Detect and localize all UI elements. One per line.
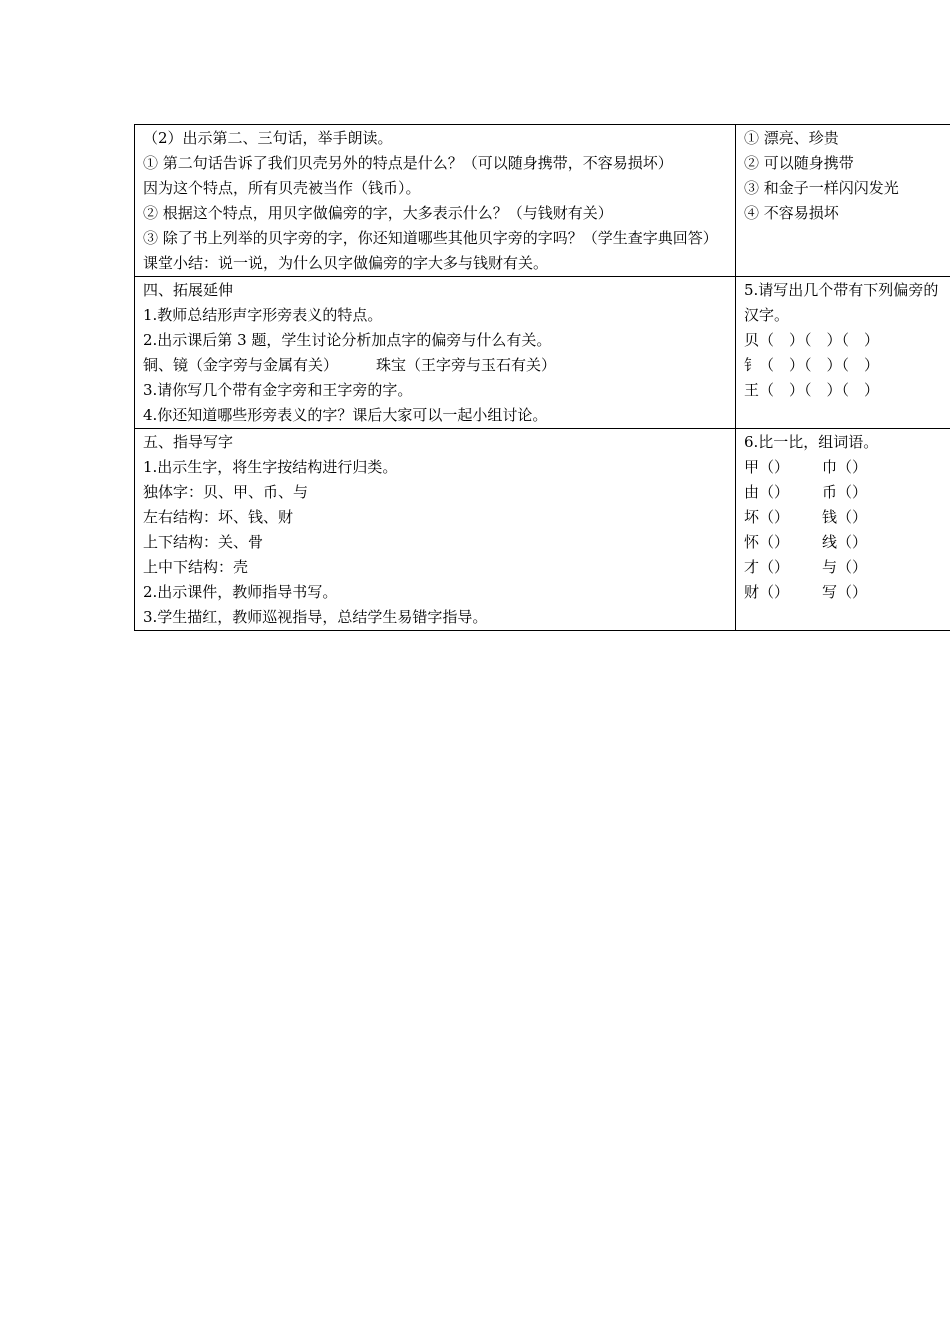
- exercise-line: 贝（ ）（ ）（ ）: [744, 331, 880, 349]
- word-pair: [744, 555, 950, 580]
- text-line: 上中下结构：壳: [143, 558, 249, 576]
- answer-line: ④ 不容易损坏: [744, 204, 839, 222]
- section-writing-cell: [135, 429, 736, 631]
- text-line: 左右结构：坏、钱、财: [143, 508, 294, 526]
- exercise-title: 5.请写出几个带有下列偏旁的汉字。: [744, 281, 939, 324]
- word-pair: [744, 505, 950, 530]
- word-left: 坏（）: [744, 508, 790, 526]
- example-right: 珠宝（王字旁与玉石有关）: [376, 356, 557, 374]
- section-reading-cell: [135, 125, 736, 277]
- exercise-line: 王（ ）（ ）（ ）: [744, 381, 880, 399]
- word-pair: [744, 455, 950, 480]
- word-right: 线（）: [822, 533, 868, 551]
- answer-line: ② 可以随身携带: [744, 154, 854, 172]
- exercise-6-cell: [736, 429, 950, 631]
- section-extension-cell: [135, 277, 736, 429]
- text-line: ② 根据这个特点，用贝字做偏旁的字，大多表示什么？（与钱财有关）: [143, 204, 613, 222]
- text-line: ① 第二句话告诉了我们贝壳另外的特点是什么？（可以随身携带，不容易损坏）: [143, 154, 673, 172]
- text-line: ③ 除了书上列举的贝字旁的字，你还知道哪些其他贝字旁的字吗？（学生查字典回答）: [143, 229, 718, 247]
- word-left: 财（）: [744, 583, 790, 601]
- section-heading: 四、拓展延伸: [143, 281, 234, 299]
- text-line: 3.学生描红，教师巡视指导，总结学生易错字指导。: [143, 608, 488, 626]
- word-right: 与（）: [822, 558, 868, 576]
- word-left: 才（）: [744, 558, 790, 576]
- word-left: 由（）: [744, 483, 790, 501]
- word-right: 币（）: [822, 483, 868, 501]
- text-line: 上下结构：关、骨: [143, 533, 264, 551]
- word-right: 钱（）: [822, 508, 868, 526]
- word-pair: [744, 530, 950, 555]
- exercise-5-cell: [736, 277, 950, 429]
- word-right: 写（）: [822, 583, 868, 601]
- answer-line: ③ 和金子一样闪闪发光: [744, 179, 899, 197]
- text-line: 2.出示课件，教师指导书写。: [143, 583, 338, 601]
- text-line: 1.出示生字，将生字按结构进行归类。: [143, 458, 398, 476]
- table-row: [135, 277, 950, 429]
- text-line: （2）出示第二、三句话，举手朗读。: [143, 129, 393, 147]
- text-line: 4.你还知道哪些形旁表义的字？课后大家可以一起小组讨论。: [143, 406, 548, 424]
- word-pair: [744, 580, 950, 605]
- word-left: 怀（）: [744, 533, 790, 551]
- text-line: 课堂小结：说一说，为什么贝字做偏旁的字大多与钱财有关。: [143, 254, 549, 272]
- word-right: 巾（）: [822, 458, 868, 476]
- text-line: 1.教师总结形声字形旁表义的特点。: [143, 306, 383, 324]
- exercise-title: 6.比一比，组词语。: [744, 433, 879, 451]
- text-line: 独体字：贝、甲、币、与: [143, 483, 309, 501]
- example-left: 铜、镜（金字旁与金属有关）: [143, 356, 339, 374]
- table-row: [135, 429, 950, 631]
- answers-cell: [736, 125, 950, 277]
- exercise-line: 钅（ ）（ ）（ ）: [744, 356, 880, 374]
- lesson-plan-table: [134, 124, 950, 631]
- word-left: 甲（）: [744, 458, 790, 476]
- text-line: [143, 353, 731, 378]
- table-row: [135, 125, 950, 277]
- section-heading: 五、指导写字: [143, 433, 234, 451]
- text-line: 因为这个特点，所有贝壳被当作（钱币）。: [143, 179, 421, 197]
- answer-line: ① 漂亮、珍贵: [744, 129, 839, 147]
- text-line: 3.请你写几个带有金字旁和王字旁的字。: [143, 381, 413, 399]
- text-line: 2.出示课后第 3 题，学生讨论分析加点字的偏旁与什么有关。: [143, 331, 552, 349]
- word-pair: [744, 480, 950, 505]
